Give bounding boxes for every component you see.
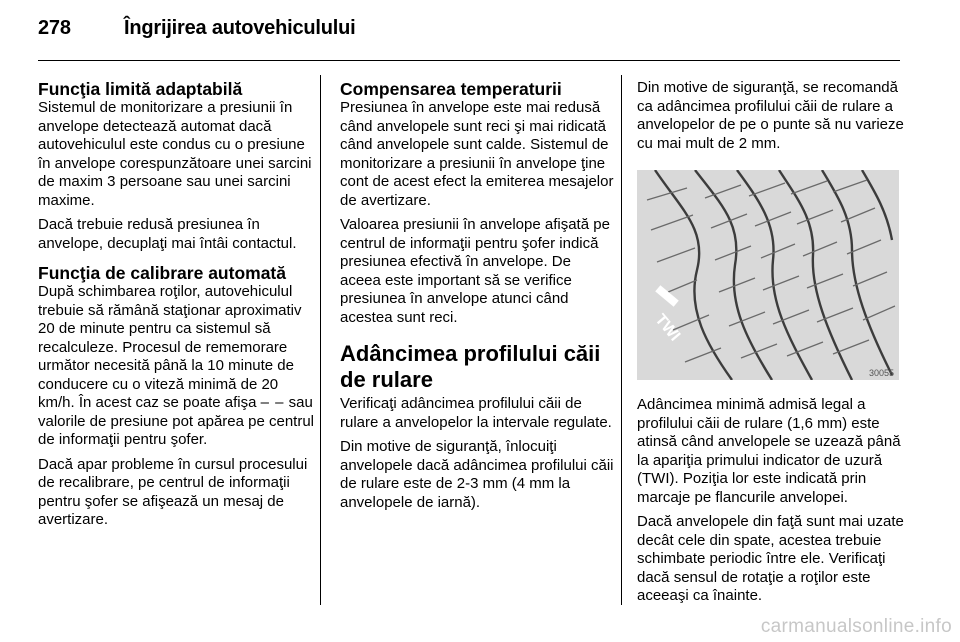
- paragraph: Din motive de siguranţă, înlocuiţi anvelopele dacă adâncimea profilului căii de rulare este de 2-3 mm (4 mm la anvelopele de iarnă).: [340, 438, 614, 511]
- page-header: [38, 17, 356, 40]
- paragraph: Din motive de siguranţă, se recomandă ca adâncimea profilului căii de rulare a anvelopelor de pe o punte să nu varieze cu mai mult de 2 mm.: [637, 79, 904, 152]
- figure-code: 30055: [868, 368, 894, 378]
- column-divider-1: [320, 75, 321, 605]
- watermark: carmanualsonline.info: [760, 616, 952, 637]
- column-1: [38, 79, 314, 536]
- paragraph: Dacă apar probleme în cursul procesului de recalibrare, pe centrul de informaţii pentru şofer se afişează un mesaj de avertizare.: [38, 455, 308, 528]
- twi-label: TWI: [651, 311, 684, 345]
- heading-adaptive-limit: Funcţia limită adaptabilă: [38, 79, 243, 99]
- paragraph: Dacă trebuie redusă presiunea în anvelope, decuplaţi mai întâi contactul.: [38, 216, 297, 252]
- paragraph: Presiunea în anvelope este mai redusă când anvelopele sunt reci şi mai ridicată când anvelopele sunt calde. Sistemul de monitorizare a presiunii în anvelope ţine cont de acest efect la emiterea mesajelor de avertizare.: [340, 99, 614, 209]
- paragraph: Sistemul de monitorizare a presiunii în anvelope detectează automat dacă autovehiculul este condus cu o presiune în anvelope corespunzătoare unei sarcini de maxim 3 persoane sau unei sarcini maxime.: [38, 99, 312, 209]
- paragraph: Dacă anvelopele din faţă sunt mai uzate decât cele din spate, acestea trebuie schimbate periodic între ele. Verificaţi dacă sensul de rotaţie a roţilor este aceeaşi ca înainte.: [637, 513, 904, 604]
- column-2: [340, 79, 615, 518]
- header-rule: [38, 60, 900, 61]
- heading-auto-calibration: Funcţia de calibrare automată: [38, 263, 286, 283]
- paragraph-part: sau valorile de presiune pot apărea pe centrul de informaţii pentru şofer.: [38, 394, 315, 448]
- paragraph: Verificaţi adâncimea profilului căii de rulare a anvelopelor la intervale regulate.: [340, 395, 612, 431]
- dash-symbol: – –: [260, 394, 285, 411]
- paragraph: Adâncimea minimă admisă legal a profilului căii de rulare (1,6 mm) este atinsă când anvelopele se uzează până la apariţia primului indicator de uzură (TWI). Poziţia lor este indicată prin marcaje pe flancurile anvelopei.: [637, 396, 901, 506]
- page-number: 278: [38, 17, 71, 39]
- column-divider-2: [621, 75, 622, 605]
- tire-tread-illustration: [637, 170, 899, 380]
- column-3: [637, 79, 905, 612]
- heading-temperature-compensation: Compensarea temperaturii: [340, 79, 562, 99]
- heading-tread-depth: Adâncimea profilului căii de rulare: [340, 341, 601, 392]
- paragraph: [38, 283, 314, 450]
- paragraph-part: După schimbarea roţilor, autovehiculul trebuie să rămână staţionar aproximativ 20 de minute pentru ca sistemul să recalculeze. Procesul de rememorare următor necesită până la 10 minute de conducere cu o viteză minimă de 20 km/h. În acest caz se poate afişa: [38, 283, 302, 411]
- page-title: Îngrijirea autovehiculului: [124, 17, 356, 39]
- paragraph: Valoarea presiunii în anvelope afişată pe centrul de informaţii pentru şofer indică presiunea efectivă în anvelope. De aceea este important să se verifice presiunea în anvelope atunci când acestea sunt reci.: [340, 216, 610, 326]
